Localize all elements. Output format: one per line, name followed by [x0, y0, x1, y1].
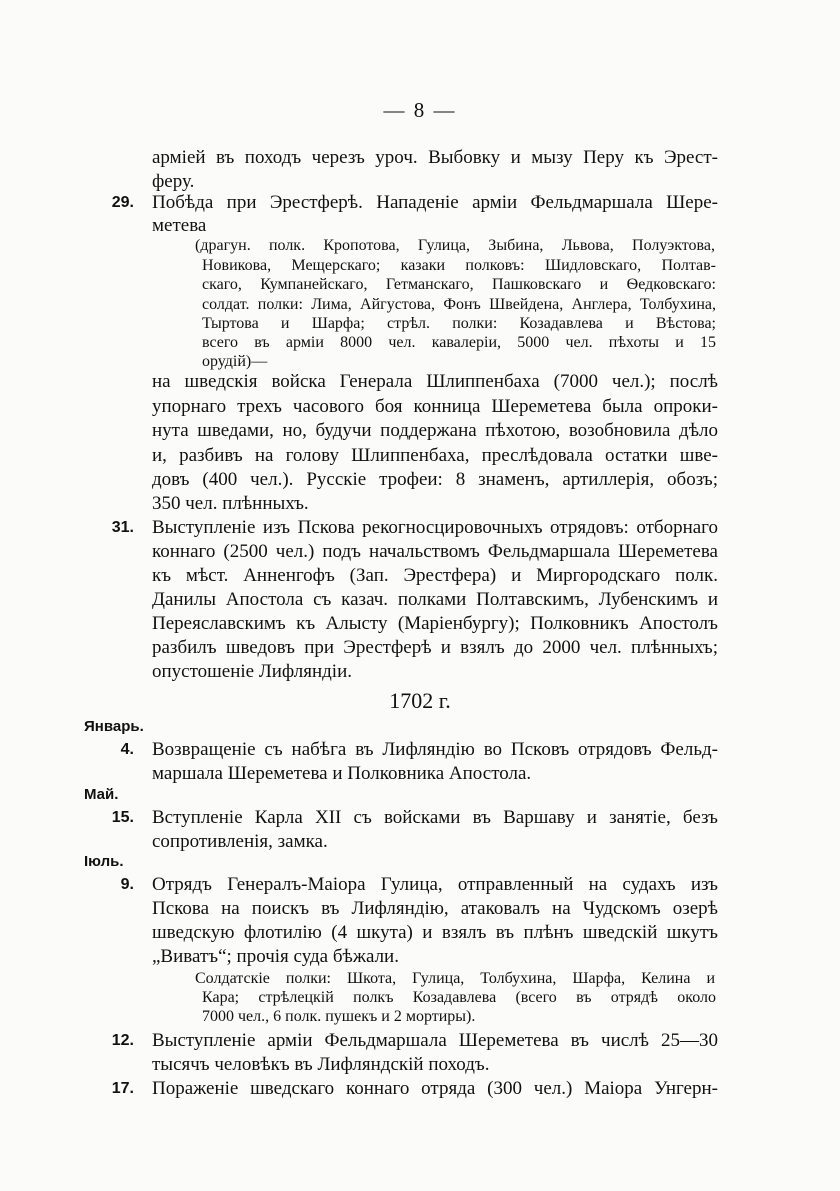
- text-line: разбилъ шведовъ при Эрестферѣ и взялъ до 2000 чел. плѣнныхъ;: [152, 637, 718, 658]
- note-line: Тыртова и Шарфа; стрѣл. полки: Козадавлева и Вѣстова;: [202, 315, 716, 332]
- entry-day: 29.: [111, 194, 134, 211]
- month-label: Iюль.: [84, 853, 124, 870]
- text-line: тысячъ человѣкъ въ Лифляндскiй походъ.: [152, 1054, 490, 1075]
- text-line: Пораженiе шведскаго коннаго отряда (300 чел.) Маiора Унгерн-: [152, 1078, 718, 1099]
- note-line: 7000 чел., 6 полк. пушекъ и 2 мортиры).: [202, 1008, 476, 1025]
- year-heading: 1702 г.: [389, 688, 451, 713]
- entry-day: 9.: [120, 876, 134, 893]
- entry-day: 12.: [111, 1032, 134, 1049]
- text-line: шведскую флотилiю (4 шкута) и взялъ въ плѣнъ шведскiй шкутъ: [152, 922, 718, 943]
- text-line: Вступленiе Карла XII съ войсками въ Варшаву и занятiе, безъ: [152, 807, 718, 828]
- text-line: Пскова на поискъ въ Лифляндiю, атаковалъ на Чудскомъ озерѣ: [152, 898, 718, 919]
- text-line: Переяславскимъ къ Алысту (Марiенбургу); Полковникъ Апостолъ: [152, 613, 718, 634]
- text-line: Возвращенiе съ набѣга въ Лифляндiю во Псковъ отрядовъ Фельд-: [152, 739, 718, 760]
- entry-day: 15.: [111, 809, 134, 826]
- text-line: Побѣда при Эрестферѣ. Нападенiе армiи Фельдмаршала Шере-: [152, 192, 718, 213]
- text-line: нута шведами, но, будучи поддержана пѣхотою, возобновила дѣло: [152, 420, 718, 441]
- text-line: „Виватъ“; прочiя суда бѣжали.: [152, 946, 399, 967]
- month-label: Май.: [84, 786, 119, 803]
- note-line: всего въ армiи 8000 чел. кавалерiи, 5000 чел. пѣхоты и 15: [202, 334, 716, 351]
- text-line: опустошенiе Лифляндiи.: [152, 661, 352, 682]
- text-line: довъ (400 чел.). Русскiе трофеи: 8 знаменъ, артиллерiя, обозъ;: [152, 469, 718, 490]
- note-line: Кара; стрѣлецкiй полкъ Козадавлева (всего въ отрядѣ около: [202, 989, 716, 1006]
- note-line: Солдатскiе полки: Шкота, Гулица, Толбухина, Шарфа, Келина и: [195, 970, 715, 987]
- text-line: упорнаго трехъ часового боя конница Шереметева была опроки-: [152, 396, 718, 417]
- note-line: солдат. полки: Лима, Айгустова, Фонъ Швейдена, Англера, Толбухина,: [202, 296, 716, 313]
- page-number: — 8 —: [383, 98, 457, 122]
- text-line: къ мѣст. Анненгофъ (Зап. Эрестфера) и Миргородскаго полк.: [152, 565, 718, 586]
- note-line: орудiй)—: [202, 353, 268, 370]
- note-line: скаго, Кумпанейскаго, Гетманскаго, Пашковскаго и Ѳедковскаго:: [202, 276, 716, 293]
- text-line: Данилы Апостола съ казач. полками Полтавскимъ, Лубенскимъ и: [152, 589, 718, 610]
- text-line: Выступленiе армiи Фельдмаршала Шереметева въ числѣ 25—30: [152, 1030, 718, 1051]
- entry-day: 17.: [111, 1080, 134, 1097]
- entry-day: 31.: [111, 519, 134, 536]
- text-line: метева: [152, 215, 207, 236]
- text-line: Отрядъ Генералъ-Маiора Гулица, отправленный на судахъ изъ: [152, 874, 718, 895]
- text-line: армiей въ походъ черезъ уроч. Выбовку и мызу Перу къ Эрест-: [152, 147, 718, 168]
- text-line: и, разбивъ на голову Шлиппенбаха, преслѣдовала остатки шве-: [152, 445, 718, 466]
- text-line: сопротивленiя, замка.: [152, 831, 328, 852]
- text-line: Выступленiе изъ Пскова рекогносцировочныхъ отрядовъ: отборнаго: [152, 517, 718, 538]
- text-line: 350 чел. плѣнныхъ.: [152, 493, 309, 514]
- text-line: коннаго (2500 чел.) подъ начальствомъ Фельдмаршала Шереметева: [152, 541, 718, 562]
- text-line: на шведскiя войска Генерала Шлиппенбаха (7000 чел.); послѣ: [152, 371, 718, 392]
- note-line: (драгун. полк. Кропотова, Гулица, Зыбина, Львова, Полуэктова,: [195, 237, 715, 254]
- note-line: Новикова, Мещерскаго; казаки полковъ: Шидловскаго, Полтав-: [202, 257, 716, 274]
- text-line: маршала Шереметева и Полковника Апостола.: [152, 763, 532, 784]
- text-line: феру.: [152, 171, 195, 192]
- month-label: Январь.: [84, 718, 144, 735]
- entry-day: 4.: [120, 741, 134, 758]
